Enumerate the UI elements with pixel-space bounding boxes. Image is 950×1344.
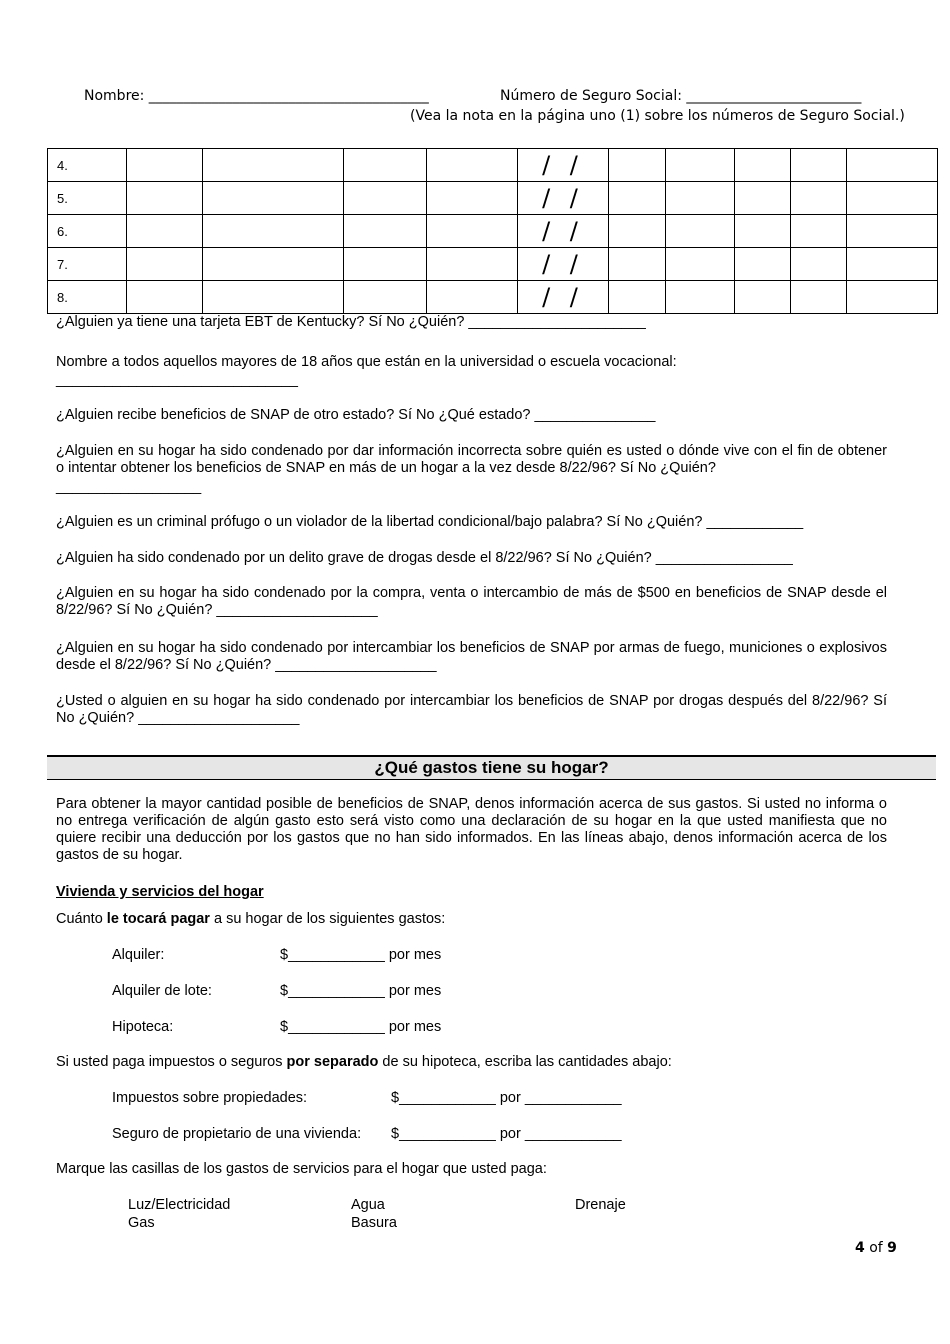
drugs-trade-question: ¿Usted o alguien en su hogar ha sido condenado por intercambiar los beneficios de SNAP por drogas después del 8/22/96? Sí No ¿Quién? ____________________ [56, 693, 887, 726]
rent-label: Alquiler: [112, 947, 165, 963]
table-cell [203, 149, 344, 182]
utilities-prompt: Marque las casillas de los gastos de servicios para el hogar que usted paga: [56, 1161, 547, 1177]
table-cell [791, 215, 847, 248]
table-cell [427, 149, 518, 182]
table-cell [791, 248, 847, 281]
table-cell [666, 182, 735, 215]
table-cell [127, 281, 203, 314]
ebt-question: ¿Alguien ya tiene una tarjeta EBT de Kentucky? Sí No ¿Quién? ______________________ [56, 314, 646, 330]
lot-rent-label: Alquiler de lote: [112, 983, 212, 999]
row-number: 7. [48, 248, 127, 281]
member-row [48, 182, 938, 215]
drug-felony-question: ¿Alguien ha sido condenado por un delito grave de drogas desde el 8/22/96? Sí No ¿Quién? _________________ [56, 550, 793, 566]
ssn-field-label: Número de Seguro Social: _________________________ [500, 88, 862, 104]
member-row [48, 281, 938, 314]
property-tax-amount: $____________ por ____________ [391, 1090, 622, 1106]
mortgage-label: Hipoteca: [112, 1019, 174, 1035]
table-cell [791, 182, 847, 215]
table-cell [735, 182, 791, 215]
table-cell [791, 149, 847, 182]
table-cell [666, 248, 735, 281]
utility-electricity: Luz/Electricidad [128, 1197, 231, 1213]
tax-prompt: Si usted paga impuestos o seguros por separado de su hipoteca, escriba las cantidades abajo: [56, 1054, 672, 1070]
home-insurance-amount: $____________ por ____________ [391, 1126, 622, 1142]
rent-amount: $____________ por mes [280, 947, 442, 963]
trafficking-question: ¿Alguien en su hogar ha sido condenado por la compra, venta o intercambio de más de $500 en beneficios de SNAP desde el 8/22/96? Sí No ¿Quién? ____________________ [56, 585, 887, 618]
table-cell [609, 149, 666, 182]
member-row [48, 248, 938, 281]
table-cell [609, 281, 666, 314]
housing-heading: Vivienda y servicios del hogar [56, 884, 264, 900]
table-cell [344, 182, 427, 215]
mortgage-amount: $____________ por mes [280, 1019, 442, 1035]
table-cell [127, 215, 203, 248]
row-number: 8. [48, 281, 127, 314]
table-cell [427, 182, 518, 215]
table-cell [344, 248, 427, 281]
table-cell [609, 215, 666, 248]
fraud-answer-line: __________________ [56, 479, 202, 495]
table-cell [344, 215, 427, 248]
home-insurance-label: Seguro de propietario de una vivienda: [112, 1126, 362, 1142]
page-number: 4 of 9 [855, 1240, 897, 1256]
table-cell [791, 281, 847, 314]
table-cell [735, 215, 791, 248]
name-field-label: Nombre: ________________________________________ [84, 88, 429, 104]
table-cell [203, 182, 344, 215]
table-cell [127, 182, 203, 215]
row-number: 5. [48, 182, 127, 215]
table-cell [847, 182, 938, 215]
other-state-question: ¿Alguien recibe beneficios de SNAP de otro estado? Sí No ¿Qué estado? _______________ [56, 407, 656, 423]
table-cell [609, 248, 666, 281]
birth-date-cell: / / [518, 281, 609, 314]
table-cell [847, 281, 938, 314]
table-cell [203, 248, 344, 281]
table-cell [203, 281, 344, 314]
utility-gas: Gas [128, 1215, 155, 1231]
firearms-question: ¿Alguien en su hogar ha sido condenado por intercambiar los beneficios de SNAP por armas de fuego, municiones o explosivos desde el 8/22/96? Sí No ¿Quién? ____________________ [56, 640, 887, 673]
table-cell [127, 248, 203, 281]
property-tax-label: Impuestos sobre propiedades: [112, 1090, 308, 1106]
row-number: 6. [48, 215, 127, 248]
students-answer-line: ______________________________ [56, 372, 298, 388]
row-number: 4. [48, 149, 127, 182]
birth-date-cell: / / [518, 149, 609, 182]
students-question: Nombre a todos aquellos mayores de 18 años que están en la universidad o escuela vocacional: [56, 354, 677, 370]
birth-date-cell: / / [518, 248, 609, 281]
expenses-intro: Para obtener la mayor cantidad posible de beneficios de SNAP, denos información acerca de sus gastos. Si usted no informa o no entrega verificación de algún gasto esto será visto como una declaración de su hogar en la que usted manifiesta que no quiere recibir una deducción por los gastos que no han sido informados. En las líneas abajo, denos información acerca de los gastos de su hogar. [56, 796, 887, 863]
household-members-table [47, 148, 938, 314]
ssn-note: (Vea la nota en la página uno (1) sobre los números de Seguro Social.) [410, 108, 905, 124]
table-cell [609, 182, 666, 215]
birth-date-cell: / / [518, 215, 609, 248]
expenses-section-title: ¿Qué gastos tiene su hogar? [47, 755, 936, 780]
table-cell [735, 149, 791, 182]
member-row [48, 215, 938, 248]
table-cell [427, 248, 518, 281]
pay-prompt: Cuánto le tocará pagar a su hogar de los siguientes gastos: [56, 911, 446, 927]
table-cell [344, 149, 427, 182]
member-row [48, 149, 938, 182]
table-cell [203, 215, 344, 248]
table-cell [666, 215, 735, 248]
table-cell [127, 149, 203, 182]
fraud-question: ¿Alguien en su hogar ha sido condenado por dar información incorrecta sobre quién es usted o dónde vive con el fin de obtener o intentar obtener los beneficios de SNAP en más de un hogar a la vez desde 8/22/96? Sí No ¿Quién? [56, 443, 887, 476]
table-cell [344, 281, 427, 314]
utility-water: Agua [351, 1197, 385, 1213]
table-cell [666, 281, 735, 314]
birth-date-cell: / / [518, 182, 609, 215]
table-cell [847, 215, 938, 248]
table-cell [735, 281, 791, 314]
table-cell [427, 281, 518, 314]
table-cell [666, 149, 735, 182]
fugitive-question: ¿Alguien es un criminal prófugo o un violador de la libertad condicional/bajo palabra? Sí No ¿Quién? ____________ [56, 514, 804, 530]
utility-trash: Basura [351, 1215, 397, 1231]
utility-sewer: Drenaje [575, 1197, 626, 1213]
table-cell [847, 248, 938, 281]
lot-rent-amount: $____________ por mes [280, 983, 442, 999]
table-cell [735, 248, 791, 281]
table-cell [847, 149, 938, 182]
table-cell [427, 215, 518, 248]
